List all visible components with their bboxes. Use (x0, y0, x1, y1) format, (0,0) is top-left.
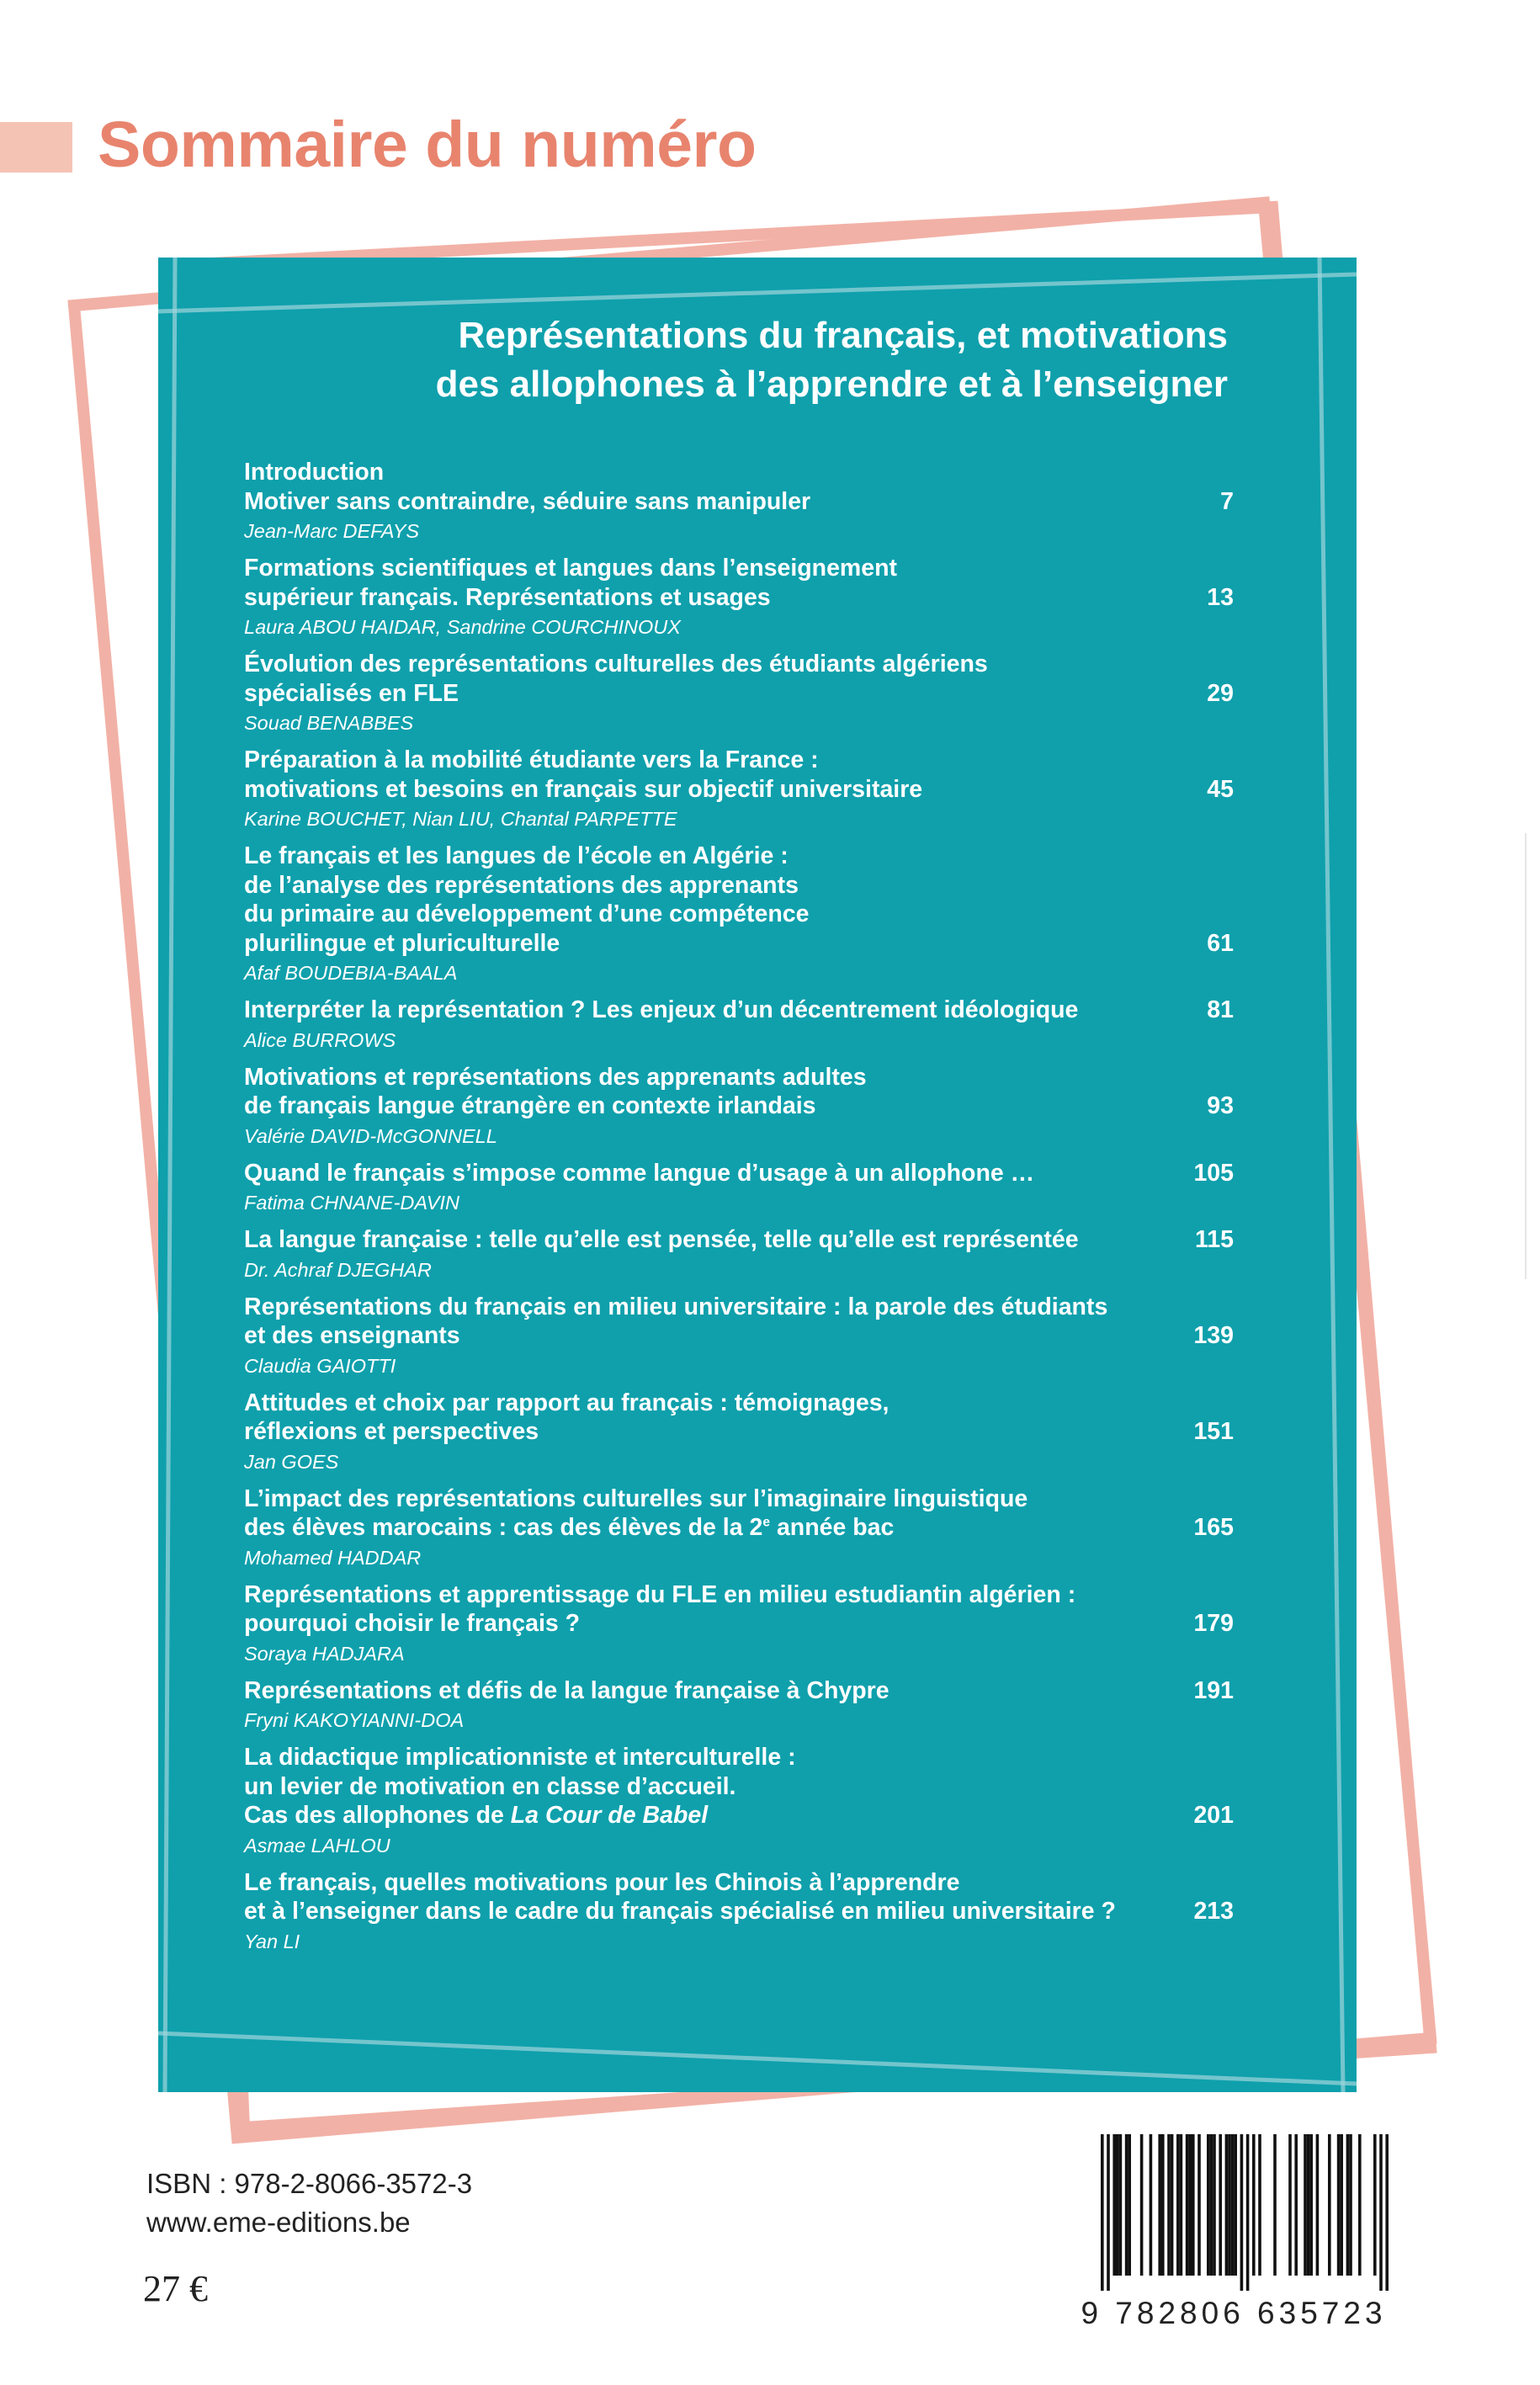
barcode-bar (1140, 2134, 1144, 2276)
toc-entry-title-line (244, 746, 1234, 775)
toc-entry-title-text: Formations scientifiques et langues dans l’enseignement (244, 555, 898, 582)
toc-entry-title-line (244, 1580, 1234, 1610)
barcode-bar (1180, 2134, 1183, 2276)
barcode-bar (1273, 2134, 1277, 2276)
website-link[interactable]: www.eme-editions.be (146, 2207, 411, 2238)
barcode-bar (1197, 2134, 1201, 2276)
toc-entry (244, 1293, 1234, 1381)
toc-author: Laura ABOU HAIDAR, Sandrine COURCHINOUX (244, 616, 681, 638)
toc-entry-title-line (244, 775, 1234, 805)
toc-entry-title-text: Interpréter la représentation ? Les enjeux d’un décentrement idéologique (244, 996, 1079, 1023)
toc-entry (244, 1743, 1234, 1861)
toc-page-number: 45 (1207, 775, 1234, 803)
toc-entry-title-line (244, 1609, 1234, 1639)
toc-author: Mohamed HADDAR (244, 1546, 422, 1569)
barcode-bar (1234, 2134, 1237, 2276)
barcode-bar (1258, 2134, 1261, 2276)
toc-entry-title-text: Le français, quelles motivations pour les Chinois à l’apprendre (244, 1868, 960, 1896)
toc-entry-title-line (244, 996, 1234, 1025)
toc-entry-title-text: du primaire au développement d’une compétence (244, 900, 810, 927)
toc-entry-title-line (244, 554, 1234, 583)
barcode-bar (1113, 2134, 1116, 2276)
toc-entry-title-text: La langue française : telle qu’elle est pensée, telle qu’elle est représentée (244, 1226, 1079, 1253)
toc-entry (244, 1676, 1234, 1736)
barcode-bar (1246, 2134, 1250, 2291)
barcode-bar (1107, 2134, 1110, 2291)
toc-entry (244, 1389, 1234, 1477)
toc-entry-title-line (244, 1513, 1234, 1543)
toc-entry (244, 458, 1234, 546)
toc-entry (244, 746, 1234, 834)
toc-title-block (244, 554, 1234, 612)
toc-entry-title-line (244, 1417, 1234, 1447)
toc-title-block (244, 1159, 1234, 1188)
toc-entry-title-line (244, 458, 1234, 487)
toc-page-number: 151 (1193, 1418, 1234, 1445)
issue-title (176, 311, 1228, 409)
barcode-bar (1288, 2134, 1292, 2276)
toc-title-block (244, 1063, 1234, 1121)
toc-entry-title-text: Représentations et apprentissage du FLE en milieu estudiantin algérien : (244, 1580, 1076, 1608)
toc-page-number: 29 (1207, 679, 1234, 707)
barcode-bar (1210, 2134, 1213, 2276)
toc-page-number: 139 (1193, 1322, 1234, 1349)
barcode-bar (1316, 2134, 1320, 2276)
toc-entry-title-text: Attitudes et choix par rapport au français : témoignages, (244, 1389, 889, 1416)
barcode-bar (1328, 2134, 1331, 2276)
publication-info (146, 2165, 472, 2242)
barcode-bar (1219, 2134, 1222, 2276)
barcode-bar (1101, 2134, 1104, 2291)
toc-entry-title-text: plurilingue et pluriculturelle (244, 929, 560, 957)
toc-entry-title-line (244, 679, 1234, 709)
toc-author: Afaf BOUDEBIA-BAALA (244, 962, 458, 984)
toc-entry-title-line (244, 1063, 1234, 1092)
barcode-bar (1161, 2134, 1165, 2276)
toc-entry-title-line (244, 1485, 1234, 1514)
toc-entry-title-text: Quand le français s’impose comme langue d’usage à un allophone … (244, 1159, 1035, 1187)
toc-author: Asmae LAHLOU (244, 1834, 390, 1856)
toc-entry-title-line (244, 1868, 1234, 1898)
toc-title-block (244, 458, 1234, 516)
toc-entry-title-line (244, 1225, 1234, 1255)
toc-author: Dr. Achraf DJEGHAR (244, 1258, 432, 1281)
barcode-bar (1213, 2134, 1216, 2276)
page-title: Sommaire du numéro (98, 109, 757, 181)
toc-title-block (244, 1225, 1234, 1255)
toc-entry-title-text: de français langue étrangère en contexte irlandais (244, 1092, 816, 1119)
barcode-bar (1116, 2134, 1119, 2276)
barcode-bar (1176, 2134, 1180, 2276)
toc-entry-title-line (244, 1801, 1234, 1830)
barcode-bar (1294, 2134, 1298, 2276)
barcode-image (1074, 2129, 1394, 2297)
toc-entry-title-line (244, 650, 1234, 679)
barcode-bar (1225, 2134, 1229, 2276)
toc-title-block (244, 1868, 1234, 1926)
toc-page-number: 165 (1193, 1514, 1234, 1541)
toc-entry-title-line (244, 871, 1234, 900)
toc-entry-title-text: Cas des allophones de (244, 1802, 511, 1829)
toc-entry (244, 1485, 1234, 1573)
toc-author: Karine BOUCHET, Nian LIU, Chantal PARPETTE (244, 808, 677, 830)
toc-entry-title-text: Évolution des représentations culturelles des étudiants algériens (244, 651, 988, 677)
toc-entry-title-line (244, 487, 1234, 517)
toc-author: Soraya HADJARA (244, 1642, 405, 1665)
barcode-bar (1307, 2134, 1310, 2276)
toc-entry-title-text: et des enseignants (244, 1322, 460, 1349)
barcode-bar (1346, 2134, 1350, 2276)
toc-author: Valérie DAVID-McGONNELL (244, 1124, 497, 1147)
toc-title-block (244, 746, 1234, 804)
toc-page-number: 7 (1220, 487, 1234, 515)
barcode-bar (1186, 2134, 1189, 2276)
toc-entry (244, 1159, 1234, 1219)
toc-title-block (244, 1580, 1234, 1639)
table-of-contents-panel (158, 258, 1357, 2092)
barcode-bar (1340, 2134, 1343, 2276)
toc-title-block (244, 1485, 1234, 1543)
barcode-bar (1304, 2134, 1307, 2276)
toc-page-number: 13 (1207, 583, 1234, 611)
toc-title-block (244, 1389, 1234, 1447)
barcode-bar (1188, 2134, 1192, 2276)
toc-author: Claudia GAIOTTI (244, 1354, 396, 1377)
toc-author: Alice BURROWS (244, 1028, 396, 1051)
toc-entry (244, 1225, 1234, 1285)
barcode-bar (1228, 2134, 1231, 2276)
toc-page-number: 105 (1193, 1159, 1234, 1187)
toc-page-number: 81 (1207, 996, 1234, 1023)
toc-entry-title-line (244, 1159, 1234, 1188)
toc-superscript: e (762, 1515, 771, 1530)
toc-author: Souad BENABBES (244, 712, 414, 734)
toc-title-block (244, 842, 1234, 958)
toc-entry-title-text: Introduction (244, 459, 385, 486)
toc-author: Fatima CHNANE-DAVIN (244, 1192, 459, 1214)
toc-author: Fryni KAKOYIANNI-DOA (244, 1709, 465, 1731)
toc-entry-title-line (244, 1321, 1234, 1351)
barcode-bar (1125, 2134, 1128, 2276)
toc-entry-title-line (244, 929, 1234, 959)
toc-entry-title-line (244, 900, 1234, 929)
toc-author: Yan LI (244, 1930, 300, 1952)
toc-title-block (244, 1743, 1234, 1830)
toc-entry-title-line (244, 583, 1234, 613)
toc-author: Jean-Marc DEFAYS (244, 520, 420, 542)
toc-entry-title-text: L’impact des représentations culturelles sur l’imaginaire linguistique (244, 1485, 1028, 1512)
barcode-bar (1150, 2134, 1153, 2276)
barcode-bar (1252, 2134, 1256, 2276)
toc-entry-title-text: supérieur français. Représentations et usages (244, 583, 771, 611)
toc-entry-title-text: Représentations et défis de la langue française à Chypre (244, 1676, 889, 1704)
toc-entry (244, 554, 1234, 642)
toc-entry-title-text: Préparation à la mobilité étudiante vers la France : (244, 746, 819, 773)
barcode-bar (1207, 2134, 1210, 2276)
toc-entry-title-text: un levier de motivation en classe d’accueil. (244, 1772, 736, 1800)
barcode-bar (1349, 2134, 1352, 2276)
toc-title-block (244, 650, 1234, 708)
toc-page-number: 201 (1193, 1802, 1234, 1829)
barcode-bar (1171, 2134, 1174, 2276)
barcode-bar (1337, 2134, 1341, 2276)
toc-entry-title-line (244, 1897, 1234, 1926)
barcode-bar (1119, 2134, 1123, 2276)
toc-page-number: 115 (1195, 1226, 1234, 1253)
price-label: 27 € (143, 2268, 208, 2309)
toc-list (244, 458, 1234, 1964)
issue-title-line: Représentations du français, et motivations (458, 315, 1228, 356)
toc-entry (244, 996, 1234, 1055)
barcode-bar (1192, 2134, 1195, 2276)
barcode-bar (1158, 2134, 1161, 2276)
toc-entry-title-text: de l’analyse des représentations des apprenants (244, 871, 799, 899)
toc-title-block (244, 996, 1234, 1025)
barcode-bar (1373, 2134, 1377, 2276)
toc-entry (244, 1580, 1234, 1669)
toc-title-block (244, 1676, 1234, 1706)
toc-entry (244, 1868, 1234, 1957)
toc-entry (244, 842, 1234, 988)
toc-page-number: 213 (1193, 1898, 1234, 1925)
toc-entry-title-text: motivations et besoins en français sur objectif universitaire (244, 775, 923, 803)
barcode-bar (1167, 2134, 1171, 2276)
toc-entry-title-text: et à l’enseigner dans le cadre du français spécialisé en milieu universitaire ? (244, 1898, 1116, 1925)
toc-entry-title-text: année bac (770, 1514, 895, 1541)
issue-title-line: des allophones à l’apprendre et à l’enseigner (435, 364, 1228, 405)
toc-entry (244, 1063, 1234, 1151)
toc-entry-title-line (244, 1676, 1234, 1706)
barcode-bar (1231, 2134, 1235, 2276)
toc-entry-title-text: réflexions et perspectives (244, 1418, 539, 1445)
barcode-bar (1309, 2134, 1313, 2276)
toc-entry-title-text: Le français et les langues de l’école en Algérie : (244, 842, 789, 869)
barcode-bar (1385, 2134, 1389, 2291)
toc-entry-title-line (244, 1389, 1234, 1418)
barcode-bar (1358, 2134, 1362, 2276)
barcode-bar (1379, 2134, 1383, 2291)
toc-page-number: 191 (1193, 1676, 1234, 1704)
barcode-digits: 9 782806 635723 (1081, 2296, 1387, 2330)
toc-entry-title-line (244, 1743, 1234, 1772)
toc-page-number: 61 (1207, 929, 1234, 957)
barcode-bar (1128, 2134, 1131, 2276)
toc-page-number: 179 (1193, 1610, 1234, 1637)
toc-entry-title-text: des élèves marocains : cas des élèves de la 2 (244, 1514, 763, 1541)
toc-page-number: 93 (1207, 1092, 1234, 1119)
toc-entry (244, 650, 1234, 738)
toc-entry-title-text: Représentations du français en milieu universitaire : la parole des étudiants (244, 1293, 1108, 1320)
isbn-text: ISBN : 978-2-8066-3572-3 (146, 2168, 473, 2199)
toc-entry-title-text: La didactique implicationniste et interculturelle : (244, 1744, 796, 1771)
toc-entry-title-text: pourquoi choisir le français ? (244, 1610, 581, 1637)
toc-author: Jan GOES (244, 1450, 339, 1473)
barcode-bar (1240, 2134, 1244, 2291)
toc-title-block (244, 1293, 1234, 1351)
toc-entry-title-text: spécialisés en FLE (244, 679, 459, 707)
toc-entry-title-text: Motiver sans contraindre, séduire sans manipuler (244, 487, 811, 515)
toc-entry-italic-title: La Cour de Babel (510, 1802, 709, 1829)
toc-entry-title-line (244, 842, 1234, 871)
toc-entry-title-line (244, 1293, 1234, 1322)
toc-entry-title-text: Motivations et représentations des apprenants adultes (244, 1063, 867, 1091)
toc-entry-title-line (244, 1092, 1234, 1121)
edge-divider (1525, 833, 1527, 1279)
toc-entry-title-line (244, 1772, 1234, 1802)
